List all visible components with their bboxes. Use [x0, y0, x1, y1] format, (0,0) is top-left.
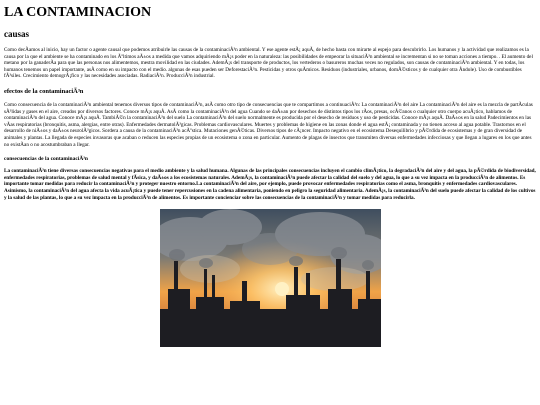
- consequences-heading: consecuencias de la contaminaciÃ³n: [4, 156, 88, 163]
- causes-paragraph: Como decÃamos al inicio, hay un factor o agente causal que podemos atribuirle las causas de la contaminaciÃ³n ambiental. Y ese agente estÃ¡ aquÃ, de hecho basta con mirarte al espejo para descubrirlo. Los humanos y la actividad que realizamos es la causa por la que el ambiente se ha contaminado en los Ãºltimos aÃ±os a medida que vamos adquiriendo mÃ¡s poder en la naturaleza: las posibilidades de empeorar la situaciÃ³n ambiental se incrementan si no se toman acciones a tiempo. . El aumento del metano por la ganaderÃa para que las personas nos alimentemos, mestra movilidad en las ciudades. AdemÃ¡s del transporte de productos, los vertederos o basureros muchas veces no regulados, son causas de contaminaciÃ³n ambiental. Y en todas, los humanos tenemos un papel importante, asÃ como en su impacto con el medio. algunas de esas pueden ser DeforestaciÃ³n. Pesticidas y otros quÃmicos. Residuos (industriales, urbanos, domÃ©sticos y de cualquier otra Ãndole). Uso de combustibles fÃ³siles. Crecimiento demogrÃ¡fico y las necesidades asociadas. RadiaciÃ³n. ProducciÃ³n industrial.: [4, 47, 533, 80]
- industrial-pollution-photo: [160, 209, 381, 347]
- photo-container: [4, 209, 536, 347]
- effects-paragraph: Como consecuencia de la contaminaciÃ³n ambiental tenemos diversos tipos de contaminaciÃ³n, asÃ como otro tipo de consecuencias que te compartimos a continuaciÃ³n: La contaminaciÃ³n del aire La contaminaciÃ³n del aire es la mezcla de partÃculas sÃ³lidas y gases en el aire, creados por diversos factores. Conoce mÃ¡s aquÃ. AsÃ como la contaminaciÃ³n del agua Cuando se daÃ±an por desechos de distintos tipos los rÃos, presas, ocÃ©anos o cualquier otro cuerpo acuÃ¡tico, hablamos de contaminaciÃ³n del agua. Conoce mÃ¡s aquÃ. TambiÃ©n la contaminaciÃ³n del suelo La contaminaciÃ³n del suelo normalmente es producida por el desecho de residuos y uso de pesticidas. Conoce mÃ¡s aquÃ. DaÃ±os en la salud Padecimientos en las vÃas respiratorias (bronquitis, asma, alergias, entre otras). Enfermedades dermatolÃ³gicas. Problemas cardiovasculares. Muertes y problemas de higiene en las zonas donde el agua estÃ¡ contaminada y no tienen acceso al agua potable. Trastornos en el desarrollo de niÃ±os y daÃ±os neurolÃ³gicos. Sordera a causa de la contaminaciÃ³n acÃºstica. Mutaciones genÃ©ticas. Diversos tipos de cÃ¡ncer. Impacto negativo en el ecosistema Desequilibrio y pÃ©rdida de ecosistemas y de gran diversidad de animales y plantas. La llegada de especies invasoras que acaban o reducen las especies propias de un ecosistema o zona en particular. Aumento de plagas de insectos que transmiten diversas enfermedades infecciosas y que llegan a lugares en los que antes no existÃan o no acostumbraban a llegar.: [4, 101, 533, 148]
- effects-section: [4, 88, 536, 148]
- effects-heading: efectos de la contaminaciÃ³n: [4, 87, 84, 95]
- causes-heading: causas: [4, 29, 30, 39]
- consequences-section: [4, 156, 536, 201]
- causes-section: [4, 29, 536, 80]
- page-title: LA CONTAMINACION: [4, 5, 152, 20]
- consequences-paragraph: La contaminaciÃ³n tiene diversas consecuencias negativas para el medio ambiente y la salud humana. Algunas de las principales consecuencias incluyen el cambio climÃ¡tico, la degradaciÃ³n del aire y del agua, la pÃ©rdida de biodiversidad, enfermedades respiratorias, problemas de salud mental y fÃsica, y daÃ±os a los ecosistemas naturales. AdemÃ¡s, la contaminaciÃ³n puede afectar la calidad del suelo y del agua, lo que a su vez impacta en la producciÃ³n de alimentos. Es importante tomar medidas para reducir la contaminaciÃ³n y proteger nuestro entorno.La contaminaciÃ³n del aire, por ejemplo, puede provocar enfermedades respiratorias como el asma, bronquitis y enfermedades cardiovasculares. Asimismo, la contaminaciÃ³n del agua afecta la vida acuÃ¡tica y puede tener repercusiones en la cadena alimentaria, poniendo en peligro la seguridad alimentaria. AdemÃ¡s, la contaminaciÃ³n del suelo puede afectar la calidad de los cultivos y la salud de las plantas, lo que a su vez impacta en la producciÃ³n de alimentos. Es importante concienciar sobre las consecuencias de la contaminaciÃ³n y tomar medidas para reducirla.: [4, 168, 536, 201]
